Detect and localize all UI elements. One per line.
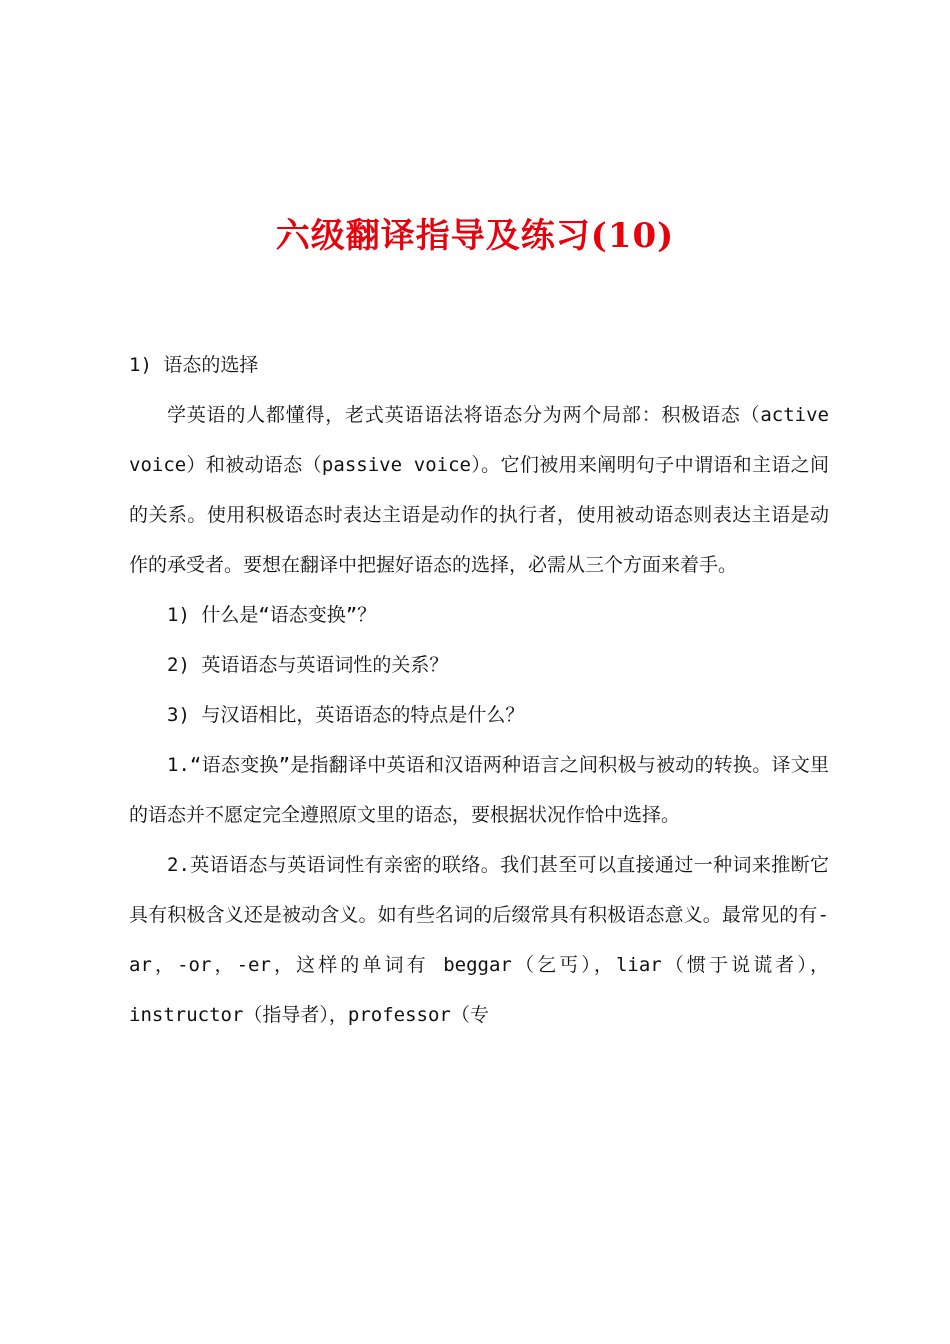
section-heading: 1) 语态的选择 bbox=[129, 354, 259, 376]
document-body bbox=[129, 340, 829, 1040]
document-title: 六级翻译指导及练习(10) bbox=[275, 216, 675, 256]
answer-paragraph-1: 1.“语态变换”是指翻译中英语和汉语两种语言之间积极与被动的转换。译文里的语态并不愿定完全遵照原文里的语态，要根据状况作恰中选择。 bbox=[129, 754, 829, 826]
answer-paragraph-2: 2.英语语态与英语词性有亲密的联络。我们甚至可以直接通过一种词来推断它具有积极含义还是被动含义。如有些名词的后缀常具有积极语态意义。最常见的有-ar，-or，-er，这样的单词有 beggar（乞丐），liar（惯于说谎者），instructor（指导者），professor（专 bbox=[129, 854, 829, 1026]
question-1: 1) 什么是“语态变换”？ bbox=[167, 604, 377, 626]
question-3: 3) 与汉语相比，英语语态的特点是什么？ bbox=[167, 704, 525, 726]
question-2: 2) 英语语态与英语词性的关系？ bbox=[167, 654, 449, 676]
intro-paragraph: 学英语的人都懂得，老式英语语法将语态分为两个局部：积极语态（active voice）和被动语态（passive voice）。它们被用来阐明句子中谓语和主语之间的关系。使用积极语态时表达主语是动作的执行者，使用被动语态则表达主语是动作的承受者。要想在翻译中把握好语态的选择，必需从三个方面来着手。 bbox=[129, 404, 829, 576]
